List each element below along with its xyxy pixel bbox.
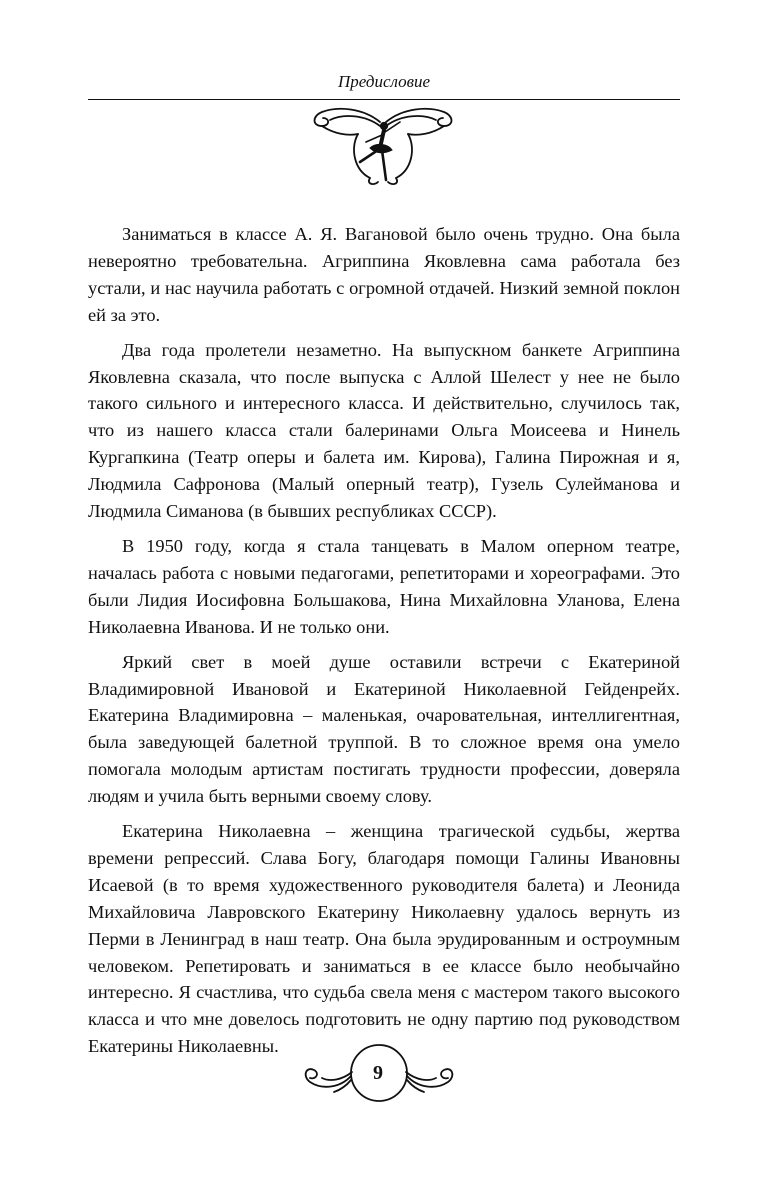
page-number: 9 xyxy=(373,1062,383,1084)
paragraph: Два года пролетели незаметно. На выпускном банкете Агриппина Яковлевна сказала, что после выпуска с Аллой Шелест у нее не было такого сильного и интересного класса. И действительно, случилось так, что из нашего класса стали балеринами Ольга Моисеева и Нинель Кургапкина (Театр оперы и балета им. Кирова), Галина Пирожная и я, Людмила Сафронова (Малый оперный театр), Гузель Сулейманова и Людмила Симанова (в бывших республиках СССР). xyxy=(88,339,680,522)
header-rule xyxy=(88,99,680,100)
paragraph: Екатерина Николаевна – женщина трагической судьбы, жертва времени репрессий. Слава Богу, благодаря помощи Галины Ивановны Исаевой (в то время художественного руководителя балета) и Леонида Михайловича Лавровского Екатерину Николаевну удалось вернуть из Перми в Ленинград в наш театр. Она была эрудированным и остроумным человеком. Репетировать и заниматься в ее классе было необычайно интересно. Я счастлива, что судьба свела меня с мастером такого высокого класса и что мне довелось подготовить не одну партию под руководством Екатерины Николаевны. xyxy=(88,821,680,1057)
ballerina-ornament-icon xyxy=(308,104,458,188)
paragraph: Яркий свет в моей душе оставили встречи с Екатериной Владимировной Ивановой и Екатериной Николаевной Гейденрейх. Екатерина Владимировна – маленькая, очаровательная, интеллигентная, была заведующей балетной труппой. В то сложное время она умело помогала молодым артистам постигать трудности профессии, доверяла людям и учила быть верными своему слову. xyxy=(88,651,680,807)
paragraph: В 1950 году, когда я стала танцевать в Малом оперном театре, началась работа с новыми педагогами, репетиторами и хореографами. Это были Лидия Иосифовна Большакова, Нина Михайловна Уланова, Елена Николаевна Иванова. И не только они. xyxy=(88,535,680,637)
page-header xyxy=(88,70,680,94)
body-text xyxy=(88,221,680,1068)
running-title: Предисловие xyxy=(337,72,431,91)
paragraph: Заниматься в классе А. Я. Вагановой было очень трудно. Она была невероятно требовательна. Агриппина Яковлевна сама работала без устали, и нас научила работать с огромной отдачей. Низкий земной поклон ей за это. xyxy=(88,224,680,325)
